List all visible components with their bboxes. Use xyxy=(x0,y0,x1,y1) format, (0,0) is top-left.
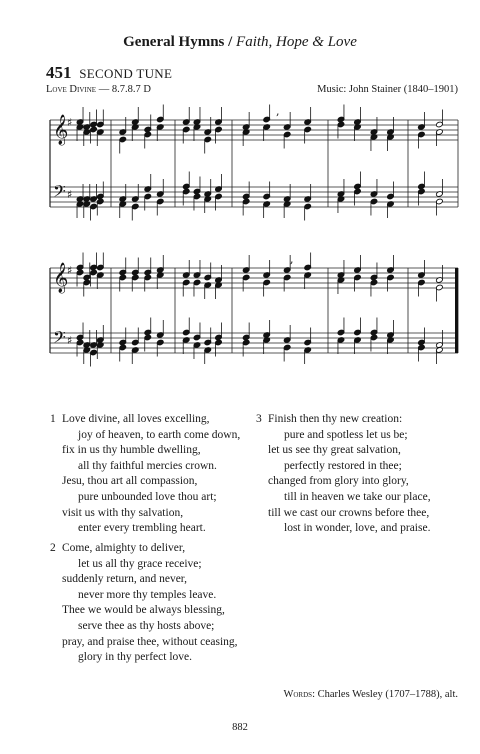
verse-line: let us see thy great salvation, xyxy=(268,444,401,457)
sharp-icon: ♯ xyxy=(67,188,73,201)
sharp-icon: ♯ xyxy=(67,334,73,347)
header-divider: / xyxy=(228,34,233,50)
verse-line: pure unbounded love thou art; xyxy=(78,490,217,503)
music-credit: Music: John Stainer (1840–1901) xyxy=(317,84,458,95)
verse-line: all thy faithful mercies crown. xyxy=(78,459,217,472)
bass-clef-icon: 𝄢 xyxy=(53,181,66,205)
breath-mark-icon: , xyxy=(290,253,294,266)
verse-line: serve thee as thy hosts above; xyxy=(78,619,215,632)
verse-line: fix in us thy humble dwelling, xyxy=(62,444,201,457)
verse-line: till we cast our crowns before thee, xyxy=(268,506,430,519)
verse-line: lost in wonder, love, and praise. xyxy=(284,522,431,535)
bass-clef-icon: 𝄢 xyxy=(53,327,66,351)
verse-line: suddenly return, and never, xyxy=(62,573,188,586)
verse-line: Come, almighty to deliver, 2 xyxy=(62,541,267,557)
verse-line: Finish then thy new creation: 3 xyxy=(268,412,473,428)
verse-line: pray, and praise thee, without ceasing, xyxy=(62,635,238,648)
final-barline xyxy=(455,268,458,353)
verse-line: Thee we would be always blessing, xyxy=(62,604,225,617)
verse-line: till in heaven we take our place, xyxy=(284,490,431,503)
verse-line: joy of heaven, to earth come down, xyxy=(78,428,241,441)
verse-number: 1 xyxy=(50,413,56,425)
treble-clef-icon: 𝄞 xyxy=(53,115,69,145)
tune-name: Love Divine xyxy=(46,84,97,95)
verse-line: visit us with thy salvation, xyxy=(62,506,184,519)
verse-line: pure and spotless let us be; xyxy=(284,428,408,441)
hymn-number: 451 xyxy=(46,63,72,82)
breath-mark-icon: , xyxy=(276,105,280,118)
words-author: : Charles Wesley (1707–1788), alt. xyxy=(312,689,458,700)
sharp-icon: ♯ xyxy=(67,116,73,129)
verse-1 xyxy=(50,412,267,537)
treble-clef-icon: 𝄞 xyxy=(53,263,69,293)
meter: — 8.7.8.7 D xyxy=(98,84,151,95)
verse-line: Jesu, thou art all compassion, xyxy=(62,475,198,488)
verse-line: never more thy temples leave. xyxy=(78,588,217,601)
verse-2 xyxy=(50,541,267,666)
words-credit xyxy=(283,689,458,700)
section-title: General Hymns xyxy=(123,34,225,50)
verse-line: changed from glory into glory, xyxy=(268,475,409,488)
page-number: 882 xyxy=(232,722,248,733)
verse-number: 2 xyxy=(50,542,56,554)
words-label: Words xyxy=(283,689,313,700)
verse-line: glory in thy perfect love. xyxy=(78,651,193,664)
verse-line: let us all thy grace receive; xyxy=(78,557,202,570)
verse-line: enter every trembling heart. xyxy=(78,522,206,535)
subsection-title: Faith, Hope & Love xyxy=(236,34,357,50)
verse-number: 3 xyxy=(256,413,262,425)
verse-line: Love divine, all loves excelling, 1 xyxy=(62,412,267,428)
tune-label: SECOND TUNE xyxy=(79,66,173,81)
verse-3 xyxy=(256,412,473,537)
sharp-icon: ♯ xyxy=(67,264,73,277)
verse-line: perfectly restored in thee; xyxy=(284,459,402,472)
